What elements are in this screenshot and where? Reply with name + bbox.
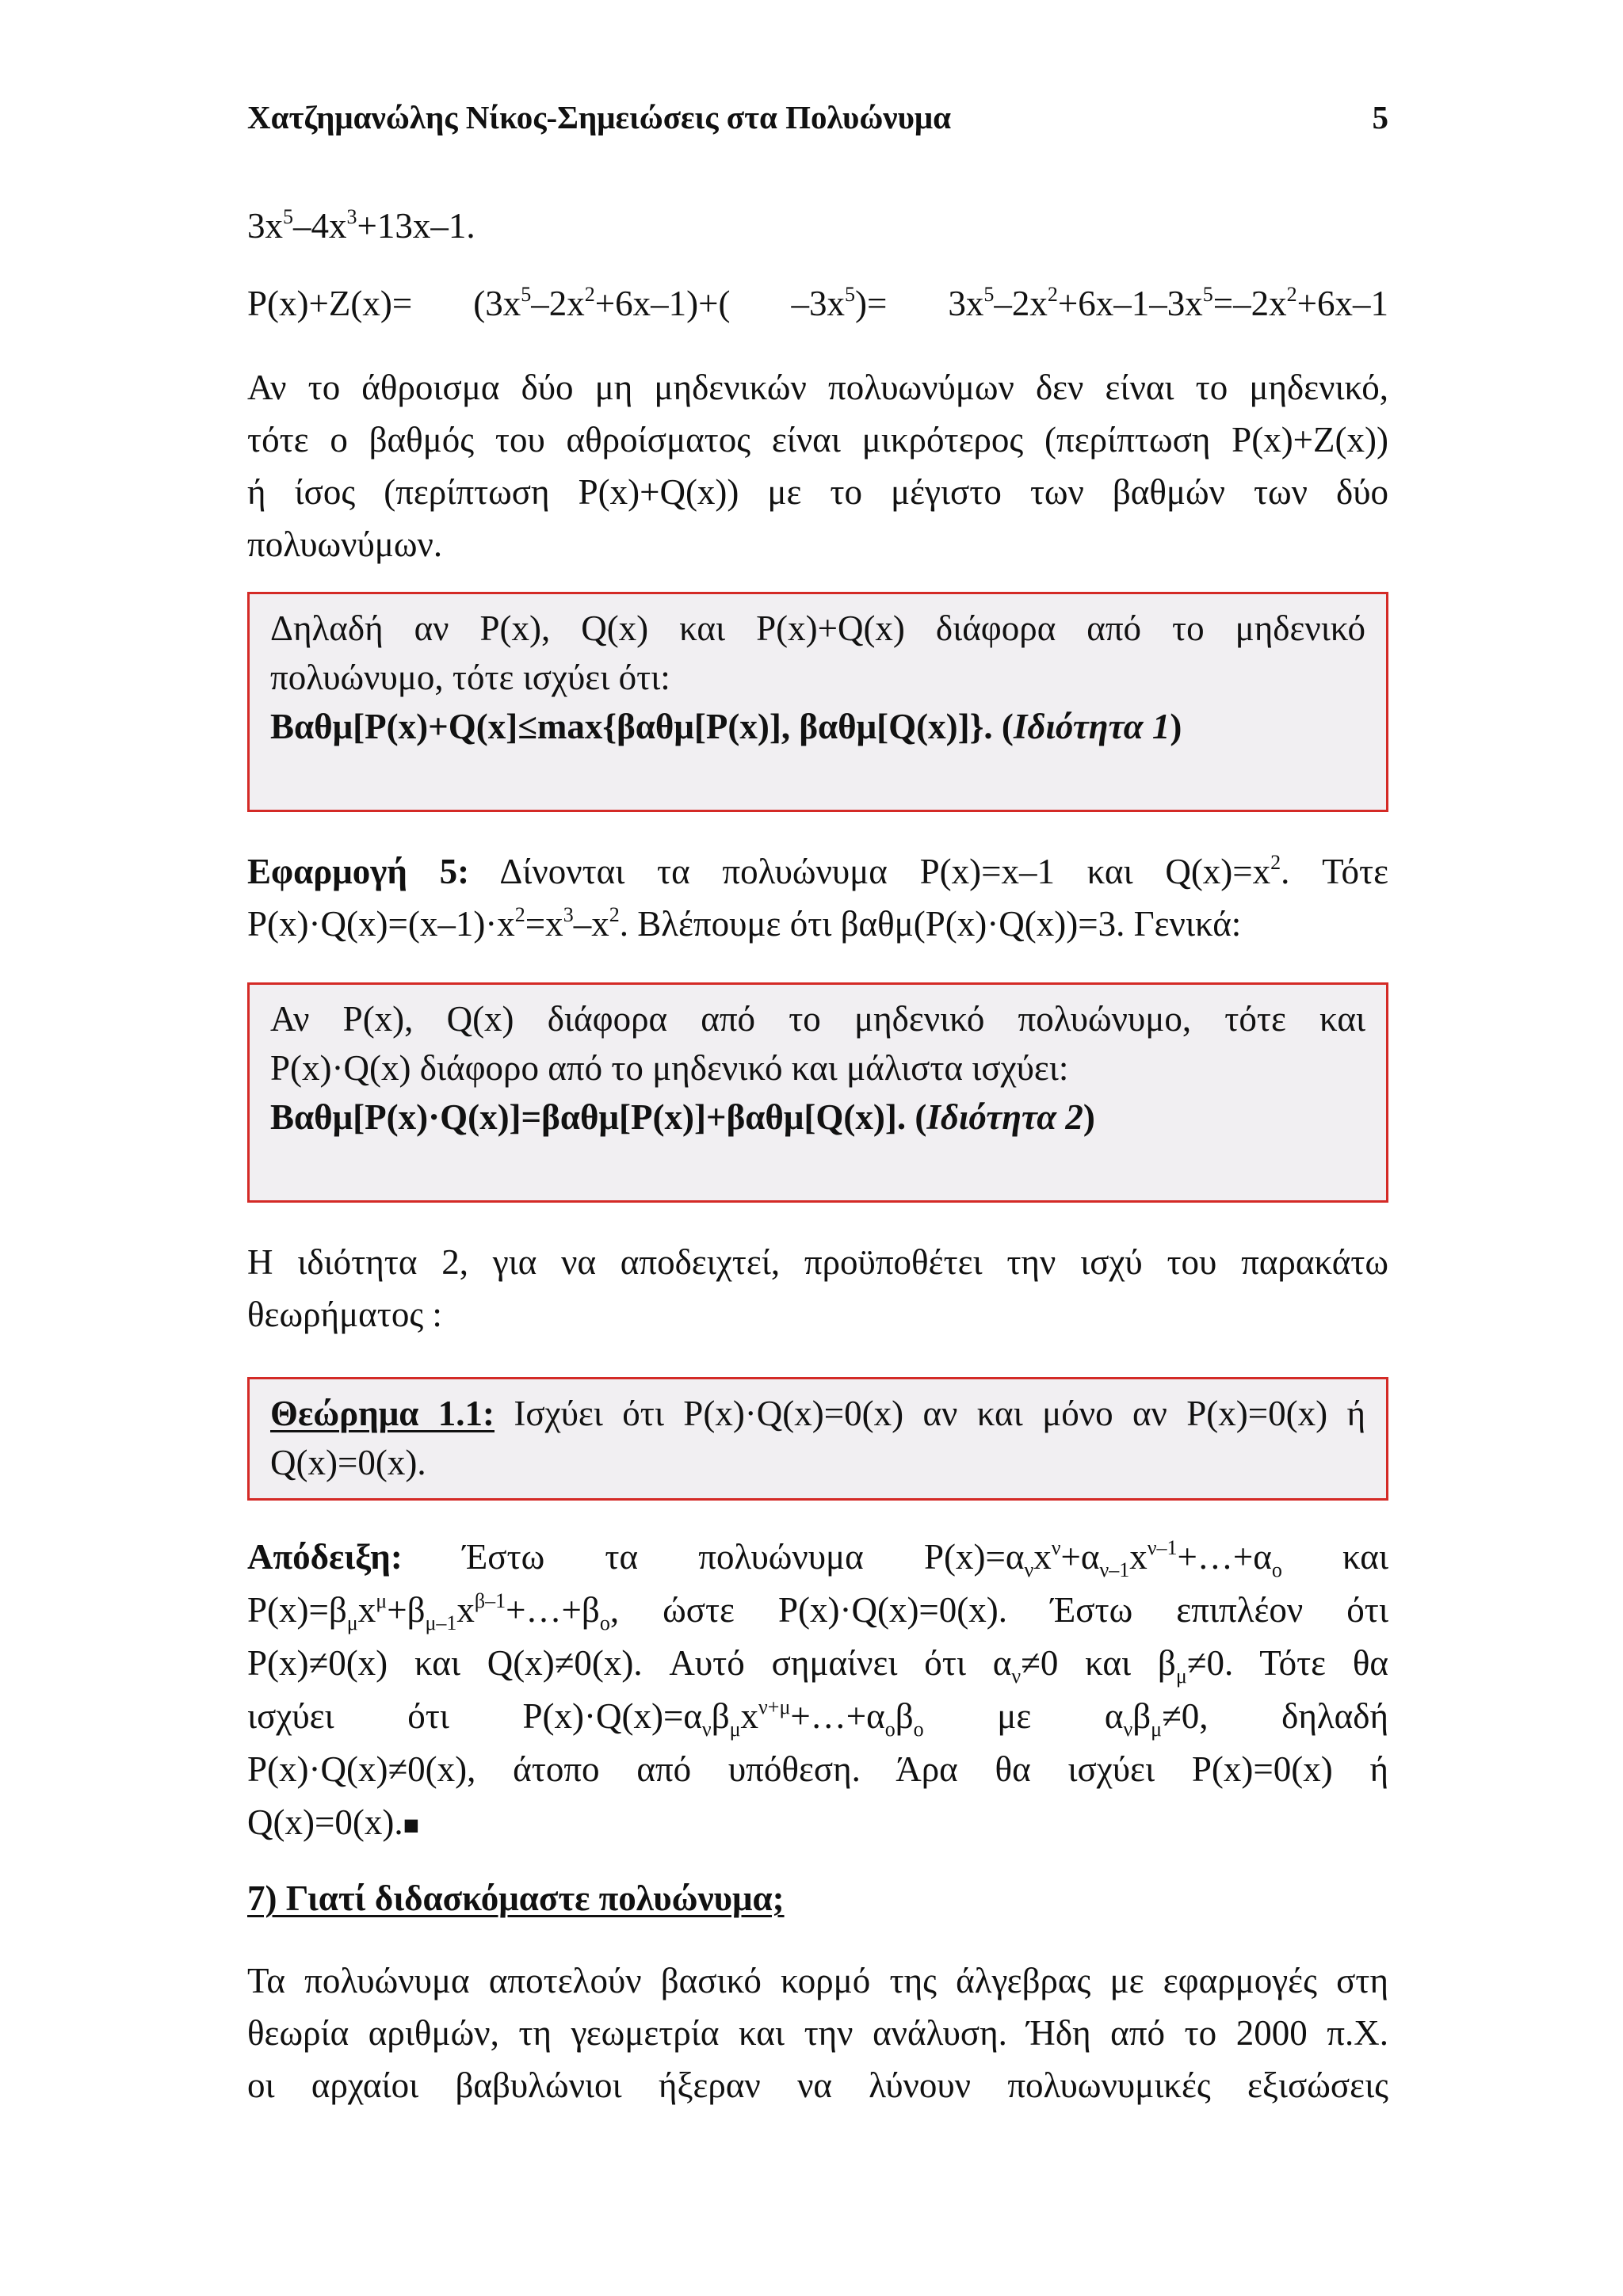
- text-line: P(x)·Q(x)≠0(x), άτοπο από υπόθεση. Άρα θα ισχύει P(x)=0(x) ή: [247, 1749, 1388, 1789]
- text-line: ισχύει ότι $P(x)\cdot Q(x)=\alpha_\nu\beta_\mu x^{\nu+\mu}+\dots+\alpha_o\beta_o$ με $\alpha_\nu\beta_\mu\ne 0$, δηλαδή: [247, 1695, 1388, 1741]
- expr-part: +13x–1.: [357, 206, 475, 246]
- exponent: 2: [1286, 283, 1297, 306]
- eq-part: +6x–1–3x: [1057, 284, 1203, 323]
- expr-part: –4x: [293, 206, 347, 246]
- box-line: P(x)·Q(x) διάφορο από το μηδενικό και μάλιστα ισχύει:: [270, 1048, 1069, 1088]
- section-7-heading: [247, 1872, 1388, 1924]
- box-line: Θεώρημα 1.1: Ισχύει ότι P(x)·Q(x)=0(x) αν και μόνο αν P(x)=0(x) ή: [270, 1394, 1366, 1433]
- eq-part: P(x)+Z(x)= (3x: [247, 284, 521, 323]
- page-header: [247, 97, 1388, 138]
- proof: [247, 1531, 1388, 1852]
- eq-part: –2x: [531, 284, 585, 323]
- text-line: Αν το άθροισμα δύο μη μηδενικών πολυωνύμων δεν είναι το μηδενικό,: [247, 368, 1388, 407]
- box-line: Q(x)=0(x).: [270, 1443, 426, 1482]
- page-number: 5: [1372, 99, 1388, 135]
- text-line: Απόδειξη: Έστω τα πολυώνυμα $P(x)=\alpha_\nu x^\nu+\alpha_{\nu-1}x^{\nu-1}+\dots+\alpha_o$ και: [247, 1536, 1388, 1581]
- box-line: Δηλαδή αν P(x), Q(x) και P(x)+Q(x) διάφορα από το μηδενικό: [270, 608, 1365, 648]
- property-1-formula: Βαθμ[P(x)+Q(x]≤max{βαθμ[P(x)], βαθμ[Q(x)]}. (Ιδιότητα 1): [270, 707, 1182, 746]
- sum-equation: [247, 277, 1388, 330]
- text-line: P(x)≠0(x) και Q(x)≠0(x). Αυτό σημαίνει ότι $\alpha_\nu\ne 0$ και $\beta_\mu\ne 0$. Τότε θα: [247, 1643, 1388, 1688]
- property-1-box: [247, 592, 1388, 812]
- text-line: πολυωνύμων.: [247, 524, 443, 564]
- exponent: 2: [584, 283, 595, 306]
- eq-part: –2x: [994, 284, 1048, 323]
- exponent: 2: [609, 903, 620, 926]
- text-line: θεωρήματος :: [247, 1295, 442, 1334]
- text-line: Τα πολυώνυμα αποτελούν βασικό κορμό της άλγεβρας με εφαρμογές στη: [247, 1961, 1388, 2000]
- exponent: 3: [346, 205, 357, 228]
- box-line: πολυώνυμο, τότε ισχύει ότι:: [270, 658, 670, 697]
- text-line: τότε ο βαθμός του αθροίσματος είναι μικρότερος (περίπτωση P(x)+Z(x)): [247, 420, 1388, 460]
- theorem-label: Θεώρημα 1.1:: [270, 1394, 495, 1433]
- header-title: Χατζημανώλης Νίκος-Σημειώσεις στα Πολυώνυμα: [247, 99, 952, 135]
- eq-part: )= 3x: [854, 284, 984, 323]
- property-1-label: Ιδιότητα 1: [1013, 707, 1170, 746]
- text-line: Η ιδιότητα 2, για να αποδειχτεί, προϋποθέτει την ισχύ του παρακάτω: [247, 1242, 1388, 1282]
- theorem-box: [247, 1377, 1388, 1501]
- application-label: Εφαρμογή 5:: [247, 852, 470, 891]
- exponent: 3: [563, 903, 574, 926]
- property-2-paragraph: [247, 1236, 1388, 1341]
- exponent: 2: [514, 903, 525, 926]
- property-2-formula: Βαθμ[P(x)·Q(x)]=βαθμ[P(x)]+βαθμ[Q(x)]. (Ιδιότητα 2): [270, 1097, 1095, 1137]
- text-line: $P(x)\cdot Q(x)=(x-1)\cdot x^2=x^3-x^2$. Βλέπουμε ότι βαθμ(P(x)·Q(x))=3. Γενικά:: [247, 903, 1242, 944]
- eq-part: +6x–1)+( –3x: [594, 284, 845, 323]
- exponent: 5: [844, 283, 855, 306]
- exponent: 2: [1047, 283, 1058, 306]
- eq-part: +6x–1: [1296, 284, 1388, 323]
- exponent: 5: [283, 205, 293, 228]
- expr-part: 3x: [247, 206, 283, 246]
- degree-paragraph: [247, 361, 1388, 570]
- text-line: θεωρία αριθμών, τη γεωμετρία και την ανάλυση. Ήδη από το 2000 π.Χ.: [247, 2013, 1388, 2053]
- text-line: οι αρχαίοι βαβυλώνιοι ήξεραν να λύνουν πολυωνυμικές εξισώσεις: [247, 2065, 1388, 2105]
- section-title: 7) Γιατί διδασκόμαστε πολυώνυμα;: [247, 1878, 785, 1918]
- text-line: Q(x)=0(x).■: [247, 1802, 420, 1842]
- exponent: 2: [1270, 851, 1281, 874]
- text-line: $P(x)=\beta_\mu x^\mu+\beta_{\mu-1}x^{\beta-1}+\dots+\beta_o$, ώστε P(x)·Q(x)=0(x). Έστω επιπλέον ότι: [247, 1589, 1388, 1634]
- exponent: 5: [983, 283, 995, 306]
- why-polynomials-paragraph: [247, 1955, 1388, 2111]
- property-2-label: Ιδιότητα 2: [926, 1097, 1083, 1137]
- text-line: Εφαρμογή 5: Δίνονται τα πολυώνυμα P(x)=x–1 και $Q(x)=x^2$. Τότε: [247, 851, 1388, 891]
- property-2-box: [247, 982, 1388, 1203]
- exponent: 5: [1202, 283, 1213, 306]
- text-line: ή ίσος (περίπτωση P(x)+Q(x)) με το μέγιστο των βαθμών των δύο: [247, 472, 1388, 512]
- application-5: [247, 845, 1388, 950]
- exponent: 5: [521, 283, 532, 306]
- proof-label: Απόδειξη:: [247, 1537, 403, 1577]
- box-line: Αν P(x), Q(x) διάφορα από το μηδενικό πολυώνυμο, τότε και: [270, 999, 1365, 1039]
- qed-square-icon: ■: [403, 1811, 420, 1840]
- polynomial-expression: [247, 200, 1388, 252]
- eq-part: =–2x: [1212, 284, 1287, 323]
